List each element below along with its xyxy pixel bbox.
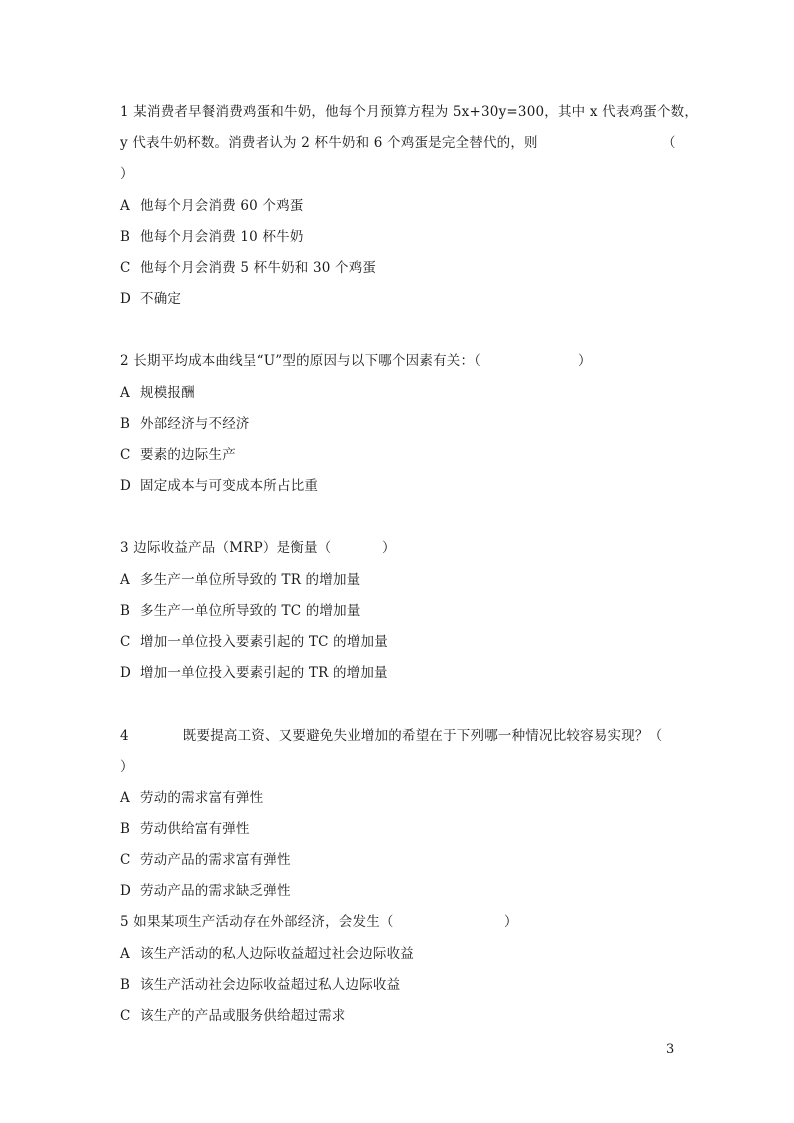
question-4-close-paren: ） — [120, 759, 134, 775]
question-text: 边际收益产品（MRP）是衡量（ — [133, 540, 332, 556]
option-letter: A — [120, 946, 130, 962]
question-2-stem — [120, 351, 481, 371]
option-text: 增加一单位投入要素引起的 TR 的增加量 — [140, 665, 388, 681]
question-1-option-d — [120, 289, 181, 309]
question-text: 既要提高工资、又要避免失业增加的希望在于下列哪一种情况比较容易实现？（ — [182, 728, 663, 744]
option-letter: B — [120, 977, 131, 993]
option-letter: B — [120, 229, 131, 245]
question-5-close-paren: ） — [504, 914, 518, 930]
question-number: 2 — [120, 353, 129, 369]
option-text: 固定成本与可变成本所占比重 — [140, 478, 319, 494]
question-text: 如果某项生产活动存在外部经济，会发生（ — [133, 914, 394, 930]
option-letter: B — [120, 416, 131, 432]
option-letter: D — [120, 883, 132, 899]
option-letter: D — [120, 478, 132, 494]
page-number: 3 — [666, 1042, 675, 1057]
option-text: 劳动产品的需求缺乏弹性 — [140, 883, 291, 899]
option-letter: A — [120, 572, 130, 588]
option-text: 外部经济与不经济 — [140, 416, 250, 432]
question-4-option-c — [120, 850, 291, 870]
option-letter: C — [120, 260, 131, 276]
option-letter: D — [120, 665, 132, 681]
question-5-option-b — [120, 975, 400, 995]
question-text: y 代表牛奶杯数。消费者认为 2 杯牛奶和 6 个鸡蛋是完全替代的，则 — [120, 135, 538, 151]
option-letter: A — [120, 385, 130, 401]
question-2-option-c — [120, 445, 236, 465]
option-text: 劳动供给富有弹性 — [140, 821, 250, 837]
question-number: 4 — [120, 728, 129, 744]
option-letter: C — [120, 1008, 131, 1024]
question-5-option-c — [120, 1006, 346, 1026]
option-text: 多生产一单位所导致的 TC 的增加量 — [140, 603, 361, 619]
question-2-option-b — [120, 414, 250, 434]
option-text: 该生产活动社会边际收益超过私人边际收益 — [140, 977, 401, 993]
question-3-stem — [120, 538, 331, 558]
question-1-close-paren: ） — [120, 166, 134, 182]
question-3-option-c — [120, 632, 388, 652]
question-3-option-b — [120, 601, 361, 621]
question-2-close-paren: ） — [578, 353, 592, 369]
option-text: 增加一单位投入要素引起的 TC 的增加量 — [140, 634, 388, 650]
question-3-option-a — [120, 570, 360, 590]
option-text: 他每个月会消费 60 个鸡蛋 — [140, 198, 304, 214]
option-letter: C — [120, 634, 131, 650]
option-text: 不确定 — [140, 291, 182, 307]
option-text: 他每个月会消费 5 杯牛奶和 30 个鸡蛋 — [140, 260, 377, 276]
option-letter: A — [120, 198, 130, 214]
question-1-open-paren: （ — [662, 135, 676, 151]
question-4-option-a — [120, 788, 263, 808]
question-text: 长期平均成本曲线呈“U”型的原因与以下哪个因素有关：（ — [133, 353, 482, 369]
option-text: 该生产的产品或服务供给超过需求 — [140, 1008, 346, 1024]
option-text: 多生产一单位所导致的 TR 的增加量 — [140, 572, 361, 588]
question-5-stem — [120, 912, 394, 932]
option-text: 规模报酬 — [140, 385, 195, 401]
question-4-option-d — [120, 881, 291, 901]
question-number: 1 — [120, 104, 129, 120]
question-1-option-b — [120, 227, 304, 247]
option-letter: A — [120, 790, 130, 806]
question-1-option-a — [120, 196, 304, 216]
option-letter: D — [120, 291, 132, 307]
option-text: 他每个月会消费 10 杯牛奶 — [140, 229, 304, 245]
question-1-option-c — [120, 258, 376, 278]
question-3-close-paren: ） — [382, 540, 396, 556]
question-text: 某消费者早餐消费鸡蛋和牛奶，他每个月预算方程为 5x+30y=300，其中 x 代表鸡蛋个数， — [133, 104, 699, 120]
question-5-option-a — [120, 944, 414, 964]
option-letter: B — [120, 821, 131, 837]
option-text: 要素的边际生产 — [140, 447, 236, 463]
question-3-option-d — [120, 663, 388, 683]
option-letter: C — [120, 447, 131, 463]
option-letter: B — [120, 603, 131, 619]
option-text: 劳动产品的需求富有弹性 — [140, 852, 291, 868]
question-1-stem-line2 — [120, 133, 538, 153]
question-2-option-d — [120, 476, 318, 496]
question-4-stem — [120, 726, 662, 746]
question-1-stem-line1 — [120, 102, 698, 122]
option-text: 劳动的需求富有弹性 — [140, 790, 264, 806]
question-number: 3 — [120, 540, 129, 556]
option-text: 该生产活动的私人边际收益超过社会边际收益 — [140, 946, 414, 962]
question-number: 5 — [120, 914, 129, 930]
question-4-option-b — [120, 819, 250, 839]
question-2-option-a — [120, 383, 195, 403]
option-letter: C — [120, 852, 131, 868]
